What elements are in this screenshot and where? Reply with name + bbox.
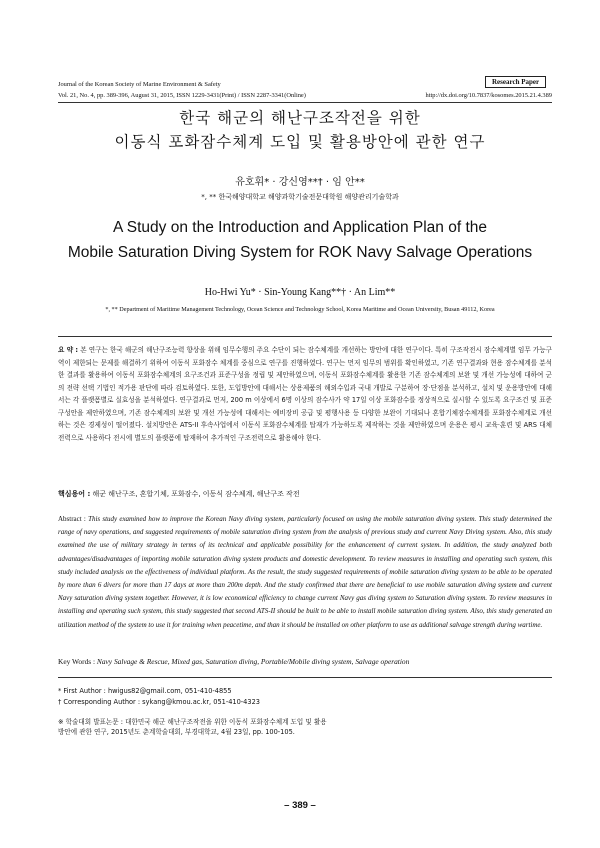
korean-keywords-text: 해군 해난구조, 혼합기체, 포화잠수, 이동식 잠수체계, 해난구조 작전: [92, 490, 300, 498]
corresponding-author-note: † Corresponding Author : sykang@kmou.ac.kr, 051-410-4323: [58, 698, 260, 706]
english-keywords-label: Key Words :: [58, 657, 96, 666]
header-rule: [58, 102, 552, 103]
abstract-bottom-rule: [58, 677, 552, 678]
english-keywords: [58, 657, 552, 666]
english-title-line2: Mobile Saturation Diving System for ROK Navy Salvage Operations: [67, 244, 533, 261]
korean-keywords-label: 핵심용어 :: [58, 490, 91, 498]
english-title-line1: A Study on the Introduction and Application Plan of the: [113, 219, 487, 236]
research-paper-badge: Research Paper: [485, 76, 546, 88]
english-keywords-text: Navy Salvage & Rescue, Mixed gas, Saturation diving, Portable/Mobile diving system, Salvage operation: [96, 657, 410, 666]
page-number: – 389 –: [284, 800, 316, 811]
korean-abstract-label: 요 약 :: [58, 346, 79, 354]
english-affiliation: *, ** Department of Maritime Management Technology, Ocean Science and Technology School, Korea Maritime and Ocean University, Busan 49112, Korea: [105, 306, 495, 313]
journal-name: Journal of the Korean Society of Marine Environment & Safety: [58, 81, 221, 88]
korean-abstract: [58, 344, 552, 444]
english-authors: Ho-Hwi Yu* · Sin-Young Kang**† · An Lim**: [204, 287, 396, 298]
first-author-note: * First Author : hwigus82@gmail.com, 051-410-4855: [58, 687, 232, 695]
english-abstract-text: This study examined how to improve the Korean Navy diving system, particularly focused on using the mobile saturation diving system. This study determined the range of navy operations, and suggested requirements of mobile saturation diving system from the analysis of previous study and current Navy Diving system. Also, this study examined the use of military strategy in terms of its technical and applicable possibility for the enhancement of current system. In addition, the study analyzed both advantages/disadvantages of importing mobile saturation diving system products and domestic development. To review measures in installing and operating such system, this study included analysis on the effectiveness of individual platform. As the result, the study suggested requirements of mobile saturation diving system to be able to be operated by more than 6 divers for more than 17 days at more than 200m depth. And the study confirmed that there are beneficial to use mobile saturation diving system and current Navy saturation diving system together. However, it is low economical efficiency to change current Navy gas diving system to Saturation diving system. To review measures in installing and operating such system, this study suggested that second ATS-II should be built to be able to install mobile saturation diving system. Also, this study generated an utilization method of the system to use it for training when peacetime, and than it should be installed on other platform to use as additional salvage strength during wartime.: [58, 515, 553, 629]
volume-info: Vol. 21, No. 4, pp. 389-396, August 31, 2015, ISSN 1229-3431(Print) / ISSN 2287-3341(Online): [58, 92, 306, 99]
conference-note: ※ 학술대회 발표논문 : 대한민국 해군 해난구조작전을 위한 이동식 포화잠수체계 도입 및 활용방안에 관한 연구, 2015년도 춘계학술대회, 부경대학교, 4월 23일, pp. 100-105.: [58, 718, 327, 736]
korean-title-line1: 한국 해군의 해난구조작전을 위한: [179, 109, 421, 127]
korean-keywords: [58, 489, 552, 499]
korean-affiliation: *, ** 한국해양대학교 해양과학기술전문대학원 해양관리기술학과: [201, 193, 399, 201]
english-abstract-label: Abstract :: [58, 515, 86, 523]
english-abstract: [58, 513, 552, 632]
doi-link[interactable]: http://dx.doi.org/10.7837/kosomes.2015.21.4.389: [425, 92, 552, 99]
korean-title-line2: 이동식 포화잠수체계 도입 및 활용방안에 관한 연구: [114, 133, 486, 151]
korean-authors: 유호휘* · 강신영**† · 임 안**: [235, 177, 365, 188]
korean-abstract-text: 본 연구는 한국 해군의 해난구조능력 향상을 위해 임무수행의 주요 수단이 되는 잠수체계를 개선하는 방안에 대한 연구이다. 특히 구조작전시 잠수체계별 임무 가능구역이 제한되는 문제를 해결하기 위하여 이동식 포화잠수 체계를 중심으로 연구를 진행하였다. 연구는 먼저 임무의 범위를 확인하였고, 기존 연구결과와 현용 잠수체계를 분석한 결과를 활용하여 이동식 포화잠수체계의 요구조건과 표준구성을 정립 및 제안하였으며, 이동식 포화잠수체계를 활용한 기존 잠수체계의 보완 및 개선 가능성에 대하여 군의 전략 선택 기법인 적가용 판단에 따라 검토하였다. 또한, 도입방안에 대해서는 상용제품의 해외수입과 국내 개발로 구분하여 장·단점을 분석하고, 설치 및 운용방안에 대해서는 각 플랫폼별로 실효성을 분석하였다. 연구결과로 먼저, 200 m 이상에서 6명 이상의 잠수사가 약 17일 이상 포화잠수를 정상적으로 실시할 수 있도록 요구조건 및 표준구성안을 제안하였으며, 기존 잠수체계의 보완 및 개선 가능성에 대해서는 예비장비 공급 및 평행사용 등 다양한 보완이 기대되나 혼합기체잠수체계를 포화잠수체계로 개선하는 것은 경제성이 떨어졌다. 설치방안은 ATS-II 후속사업에서 이동식 포화잠수체계를 탑재가 가능하도록 제작하는 것을 제안하였으며 운용은 평시 교육·훈련 및 ARS 대체전력으로 사용하다 전시에 별도의 플랫폼에 탑재하여 추가적인 구조전력으로 활용해야 한다.: [58, 346, 552, 442]
abstract-top-rule: [58, 336, 552, 337]
